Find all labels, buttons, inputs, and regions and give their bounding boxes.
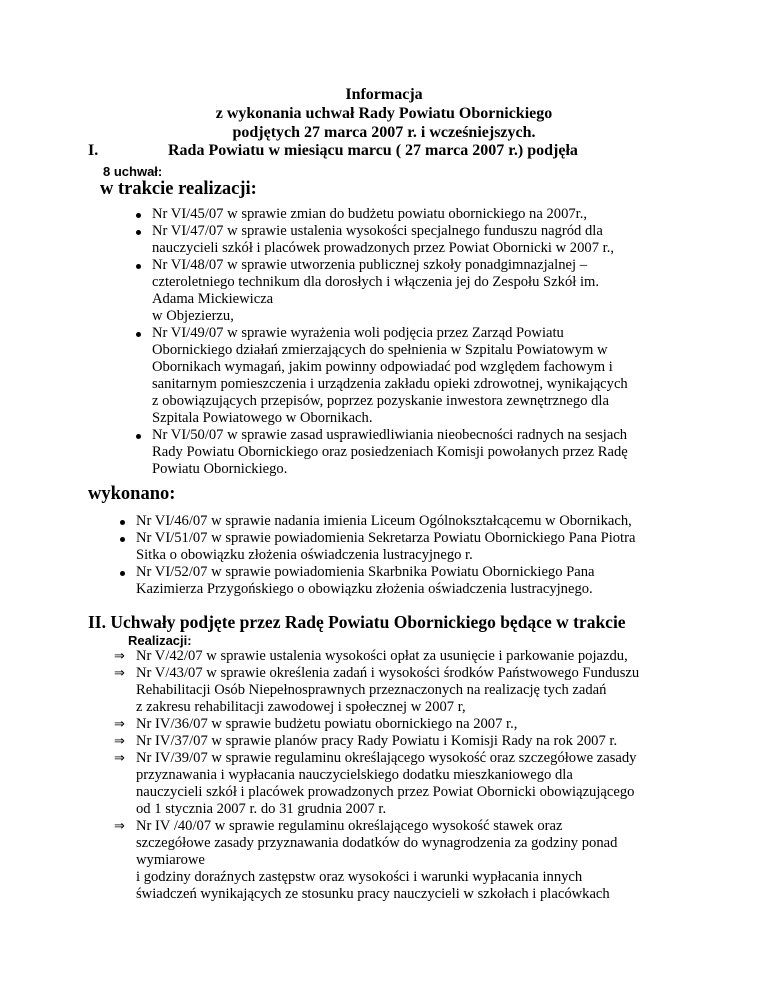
list-item: [114, 750, 700, 818]
list-item-line: Nr VI/49/07 w sprawie wyrażenia woli podjęcia przez Zarząd Powiatu: [152, 325, 564, 341]
bullet-icon: [136, 230, 141, 235]
list-item-line: przyznawania i wypłacania nauczycielskiego dodatku mieszkaniowego dla: [136, 767, 573, 783]
list-item: [152, 325, 692, 427]
list-item: [152, 223, 692, 257]
list-item-line: Adama Mickiewicza: [152, 291, 274, 307]
list-item-line: Nr IV/39/07 w sprawie regulaminu określającego wysokość oraz szczegółowe zasady: [136, 750, 637, 766]
section-2-subheading: Realizacji:: [128, 633, 192, 648]
list-item: [114, 648, 700, 665]
arrow-bullet-icon: ⇒: [114, 734, 125, 749]
arrow-bullet-icon: ⇒: [114, 751, 125, 766]
list-item-line: Nr VI/52/07 w sprawie powiadomienia Skarbnika Powiatu Obornickiego Pana: [136, 564, 595, 580]
arrow-bullet-icon: ⇒: [114, 649, 125, 664]
list-item-line: Nr VI/51/07 w sprawie powiadomienia Sekretarza Powiatu Obornickiego Pana Piotra: [136, 530, 636, 546]
list-item-line: z zakresu rehabilitacji zawodowej i społecznej w 2007 r,: [136, 699, 466, 715]
list-item-line: Powiatu Obornickiego.: [152, 461, 288, 477]
list-item-line: wymiarowe: [136, 852, 205, 868]
list-item-line: nauczycieli szkół i placówek prowadzonych przez Powiat Obornicki obowiązującego: [136, 784, 635, 800]
section-1-heading-text: Rada Powiatu w miesiącu marcu ( 27 marca 2007 r.) podjęła: [168, 142, 578, 159]
list-item-line: Nr IV /40/07 w sprawie regulaminu określającego wysokość stawek oraz: [136, 818, 563, 834]
list-item: [152, 206, 692, 223]
list-item-line: Nr V/42/07 w sprawie ustalenia wysokości opłat za usunięcie i parkowanie pojazdu,: [136, 648, 628, 664]
list-item-line: od 1 stycznia 2007 r. do 31 grudnia 2007 r.: [136, 801, 387, 817]
list-item-line: świadczeń wynikających ze stosunku pracy nauczycieli w szkołach i placówkach: [136, 886, 610, 902]
list-item: [114, 716, 700, 733]
list-item: [152, 257, 692, 325]
list-item-line: Nr VI/47/07 w sprawie ustalenia wysokości specjalnego funduszu nagród dla: [152, 223, 603, 239]
title-line-3: podjętych 27 marca 2007 r. i wcześniejszych.: [232, 124, 536, 141]
in-progress-list: [152, 206, 692, 478]
in-progress-heading: w trakcie realizacji:: [100, 179, 257, 199]
list-item-line: Nr VI/46/07 w sprawie nadania imienia Liceum Ogólnokształcącemu w Obornikach,: [136, 513, 632, 529]
bullet-icon: [136, 213, 141, 218]
section-2-heading: II. Uchwały podjęte przez Radę Powiatu Obornickiego będące w trakcie: [88, 612, 626, 632]
list-item: [136, 564, 716, 598]
list-item-line: Nr VI/50/07 w sprawie zasad usprawiedliwiania nieobecności radnych na sesjach: [152, 427, 628, 443]
list-item-line: Sitka o obowiązku złożenia oświadczenia lustracyjnego r.: [136, 547, 473, 563]
list-item-line: Kazimierza Przygońskiego o obowiązku złożenia oświadczenia lustracyjnego.: [136, 581, 593, 597]
arrow-bullet-icon: ⇒: [114, 819, 125, 834]
list-item-line: Nr IV/36/07 w sprawie budżetu powiatu obornickiego na 2007 r.,: [136, 716, 518, 732]
list-item-line: Nr IV/37/07 w sprawie planów pracy Rady Powiatu i Komisji Rady na rok 2007 r.: [136, 733, 618, 749]
list-item-line: Rady Powiatu Obornickiego oraz posiedzeniach Komisji powołanych przez Radę: [152, 444, 628, 460]
bullet-icon: [136, 332, 141, 337]
title-line-2: z wykonania uchwał Rady Powiatu Obornickiego: [215, 105, 553, 122]
list-item-line: Nr VI/45/07 w sprawie zmian do budżetu powiatu obornickiego na 2007r.,: [152, 206, 588, 222]
list-item-line: nauczycieli szkół i placówek prowadzonych przez Powiat Obornicki w 2007 r.,: [152, 240, 614, 256]
document-title: [0, 85, 768, 142]
section-1-subheading: 8 uchwał:: [103, 164, 163, 179]
bullet-icon: [136, 434, 141, 439]
list-item-line: Rehabilitacji Osób Niepełnosprawnych przeznaczonych na realizację tych zadań: [136, 682, 607, 698]
title-line-1: Informacja: [345, 86, 423, 103]
list-item-line: sanitarnym pomieszczenia i urządzenia zakładu opieki zdrowotnej, wynikających: [152, 376, 628, 392]
section-2-list: [114, 648, 700, 903]
list-item: [114, 733, 700, 750]
done-list: [136, 513, 716, 598]
list-item-line: w Objezierzu,: [152, 308, 234, 324]
bullet-icon: [120, 537, 125, 542]
list-item-line: czteroletniego technikum dla dorosłych i włączenia jej do Zespołu Szkół im.: [152, 274, 600, 290]
list-item: [152, 427, 692, 478]
list-item-line: Nr V/43/07 w sprawie określenia zadań i wysokości środków Państwowego Funduszu: [136, 665, 640, 681]
arrow-bullet-icon: ⇒: [114, 717, 125, 732]
section-1-number: I.: [88, 142, 99, 159]
list-item-line: i godziny doraźnych zastępstw oraz wysokości i warunki wypłacania innych: [136, 869, 583, 885]
bullet-icon: [120, 520, 125, 525]
list-item: [114, 665, 700, 716]
list-item: [136, 513, 716, 530]
bullet-icon: [136, 264, 141, 269]
list-item-line: Szpitala Powiatowego w Obornikach.: [152, 410, 373, 426]
list-item-line: Obornickiego działań zmierzających do spełnienia w Szpitalu Powiatowym w: [152, 342, 608, 358]
list-item-line: Nr VI/48/07 w sprawie utworzenia publicznej szkoły ponadgimnazjalnej –: [152, 257, 587, 273]
arrow-bullet-icon: ⇒: [114, 666, 125, 681]
list-item-line: Obornikach wymagań, jakim powinny odpowiadać pod względem fachowym i: [152, 359, 613, 375]
list-item-line: szczegółowe zasady przyznawania dodatków do wynagrodzenia za godziny ponad: [136, 835, 618, 851]
list-item: [114, 818, 700, 903]
bullet-icon: [120, 571, 125, 576]
list-item-line: z obowiązujących przepisów, poprzez pozyskanie inwestora zewnętrznego dla: [152, 393, 609, 409]
done-heading: wykonano:: [88, 484, 176, 504]
list-item: [136, 530, 716, 564]
